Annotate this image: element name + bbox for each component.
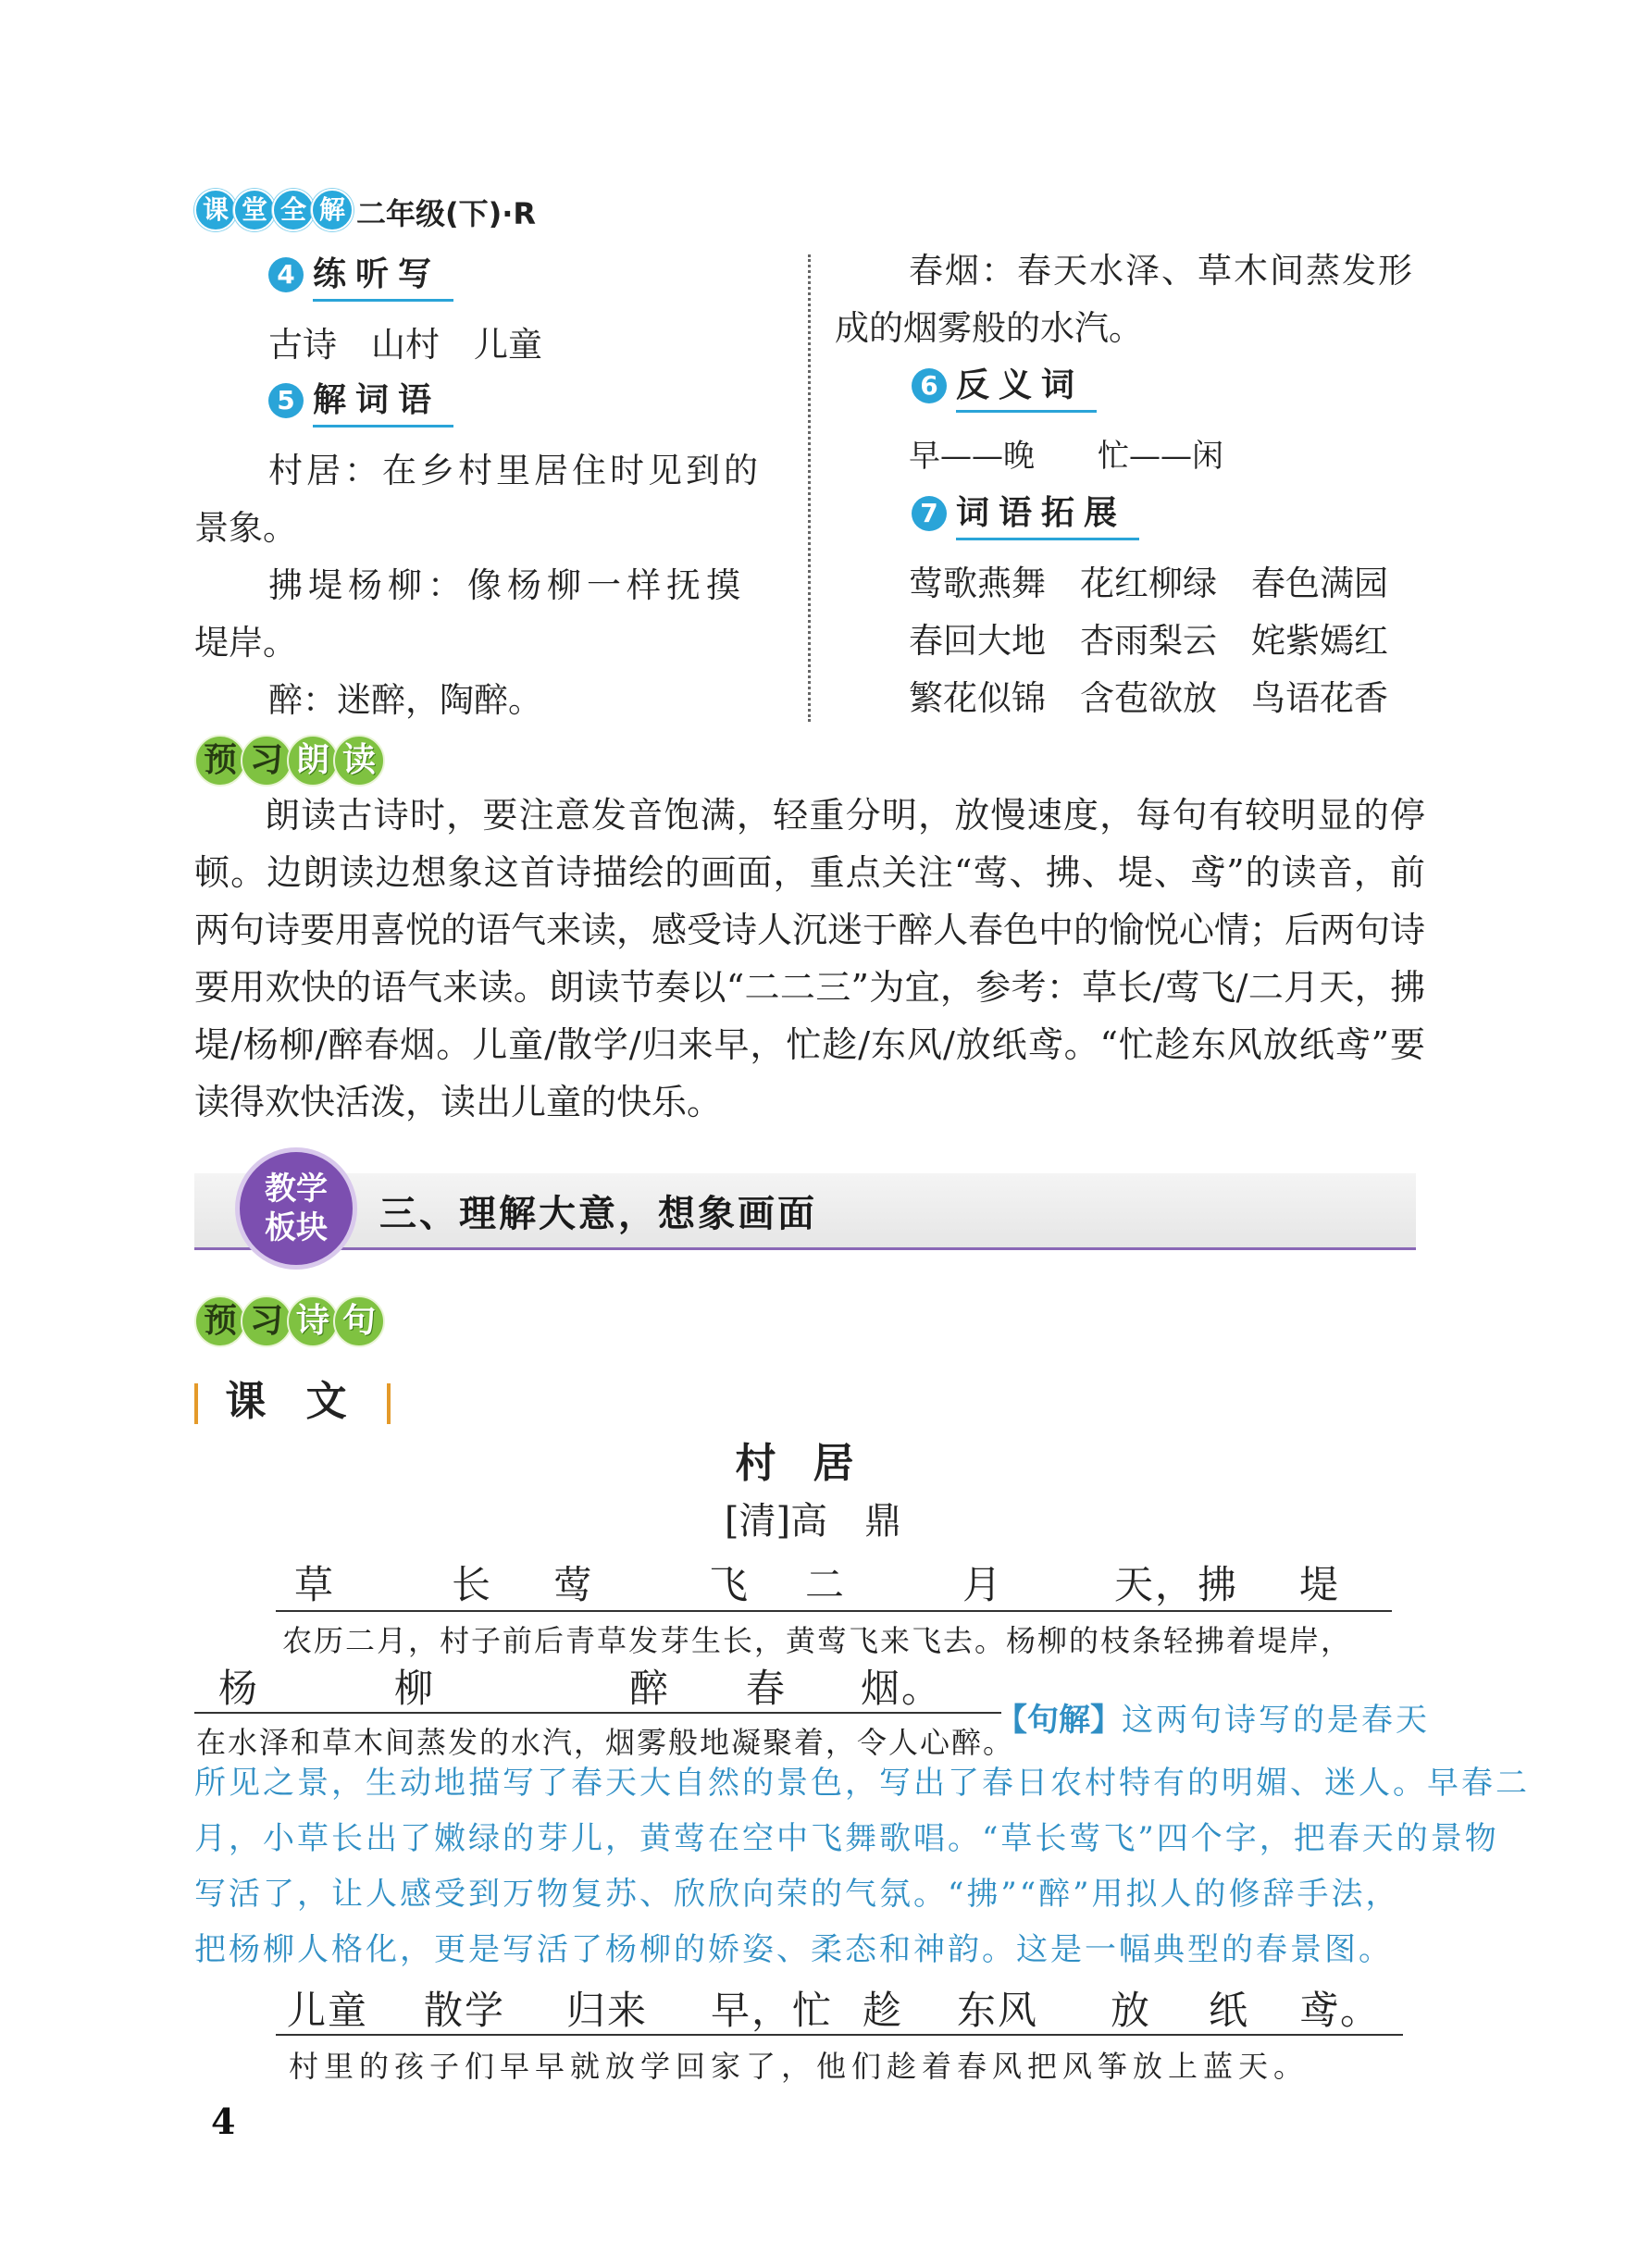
title-char: 预 — [194, 1295, 246, 1347]
grade-label: 二年级(下)·R — [356, 196, 537, 231]
expand-row: 春回大地 杏雨梨云 姹紫嫣红 — [909, 621, 1388, 661]
sentence-explain-first — [996, 1692, 1430, 1749]
poem-line-char: 纸 — [1209, 1988, 1250, 2033]
expand-row: 莺歌燕舞 花红柳绿 春色满园 — [909, 564, 1388, 603]
book-series-badge — [194, 189, 350, 231]
poem-line-char: 莺 — [553, 1562, 595, 1607]
sentence-explain-tag: 【句解】 — [996, 1702, 1122, 1739]
title-char: 诗 — [287, 1295, 339, 1347]
text-label — [194, 1368, 391, 1427]
section-head-listen-write — [268, 252, 453, 298]
teaching-block-banner — [194, 1147, 1416, 1270]
poem-line-char: 儿童 — [287, 1988, 369, 2033]
poem-line-char: 趁 — [863, 1988, 904, 2033]
section-number: 7 — [912, 496, 947, 531]
expand-row: 繁花似锦 含苞欲放 鸟语花香 — [909, 678, 1388, 718]
sentence-explain-line: 所见之景，生动地描写了春天大自然的景色，写出了春日农村特有的明媚、迷人。早春二 — [194, 1765, 1530, 1802]
badge-line: 板块 — [265, 1209, 328, 1246]
section-head-antonyms — [912, 363, 1097, 409]
poem-underline — [276, 1610, 1392, 1612]
poem-line-char: 东风 — [957, 1988, 1039, 2033]
title-char: 习 — [241, 1295, 292, 1347]
text-label-word: 课 文 — [225, 1378, 360, 1425]
poem-line-char: 二 — [805, 1562, 847, 1607]
poem-line-char: 放 — [1111, 1988, 1152, 2033]
preview-poem-title — [194, 1294, 379, 1349]
sentence-explain-line: 把杨柳人格化，更是写活了杨柳的娇姿、柔态和神韵。这是一幅典型的春景图。 — [194, 1931, 1393, 1968]
section-title: 词语拓展 — [956, 487, 1139, 540]
title-char: 句 — [333, 1295, 385, 1347]
translation-line-3: 村里的孩子们早早就放学回家了，他们趁着春风把风筝放上蓝天。 — [289, 2049, 1309, 2084]
poem-author: [清]高 鼎 — [724, 1500, 902, 1543]
poem-line-char: 杨 — [218, 1666, 260, 1711]
title-char: 预 — [194, 735, 246, 787]
poem-underline — [194, 1712, 1001, 1714]
dictation-words: 古诗 山村 儿童 — [268, 325, 542, 365]
translation-line-2: 在水泽和草木间蒸发的水汽，烟雾般地凝聚着，令人心醉。 — [196, 1725, 1015, 1760]
definition-futi: 拂堤杨柳：像杨柳一样抚摸 — [268, 565, 746, 605]
poem-line-char: 天， — [1114, 1562, 1197, 1607]
sentence-explain-line: 写活了，让人感受到万物复苏、欣欣向荣的气氛。“拂”“醉”用拟人的修辞手法， — [194, 1876, 1400, 1913]
definition-chunyan: 春烟：春天水泽、草木间蒸发形 — [909, 251, 1414, 291]
section-number: 4 — [268, 257, 304, 292]
poem-line-char: 拂 — [1198, 1562, 1239, 1607]
section-title: 反义词 — [956, 359, 1097, 413]
definition-zui: 醉：迷醉，陶醉。 — [268, 680, 542, 720]
poem-line-char: 长 — [452, 1562, 493, 1607]
section-head-word-expand — [912, 490, 1139, 537]
title-char: 朗 — [287, 735, 339, 787]
poem-line-char: 月 — [962, 1562, 1004, 1607]
poem-line-char: 醉 — [629, 1666, 671, 1711]
column-divider — [808, 254, 811, 722]
definition-chunyan-cont: 成的烟雾般的水汽。 — [835, 308, 1143, 348]
badge-char: 全 — [272, 189, 315, 231]
poem-line-char: 散学 — [424, 1988, 506, 2033]
title-char: 读 — [333, 735, 385, 787]
poem-line-char: 烟。 — [861, 1666, 943, 1711]
title-char: 习 — [241, 735, 292, 787]
block-title: 三、理解大意，想象画面 — [379, 1193, 817, 1235]
label-bar-left — [194, 1383, 198, 1424]
sentence-explain-text: 这两句诗写的是春天 — [1122, 1702, 1430, 1739]
definition-cunju: 村居：在乡村里居住时见到的 — [268, 451, 762, 490]
page-number: 4 — [211, 2101, 236, 2142]
poem-line-char: 春 — [746, 1666, 788, 1711]
poem-line-char: 归来 — [566, 1988, 649, 2033]
section-title: 解词语 — [313, 374, 453, 428]
poem-line-char: 草 — [294, 1562, 336, 1607]
definition-futi-cont: 堤岸。 — [194, 623, 297, 663]
label-bar-right — [387, 1383, 391, 1424]
poem-line-char: 堤 — [1299, 1562, 1341, 1607]
badge-char: 课 — [194, 189, 237, 231]
badge-char: 解 — [311, 189, 354, 231]
reading-guidance-paragraph: 朗读古诗时，要注意发音饱满，轻重分明，放慢速度，每句有较明显的停顿。边朗读边想象这首诗描绘的画面，重点关注“莺、拂、堤、鸢”的读音，前两句诗要用喜悦的语气来读，感受诗人沉迷于醉人春色中的愉悦心情；后两句诗要用欢快的语气来读。朗读节奏以“二二三”为宜，参考：草长/莺飞/二月天，拂堤/杨柳/醉春烟。儿童/散学/归来早，忙趁/东风/放纸鸢。“忙趁东风放纸鸢”要读得欢快活泼，读出儿童的快乐。 — [194, 795, 1426, 1122]
badge-char: 堂 — [233, 189, 276, 231]
poem-line-char: 飞 — [709, 1562, 751, 1607]
definition-cunju-cont: 景象。 — [194, 508, 297, 548]
section-head-word-explain — [268, 378, 453, 424]
teaching-block-badge — [235, 1147, 357, 1270]
sentence-explain-line: 月，小草长出了嫩绿的芽儿，黄莺在空中飞舞歌唱。“草长莺飞”四个字，把春天的景物 — [194, 1820, 1499, 1857]
poem-title: 村居 — [735, 1440, 891, 1487]
section-number: 6 — [912, 368, 947, 403]
antonym-pairs: 早——晚 忙——闲 — [909, 438, 1223, 475]
section-number: 5 — [268, 383, 304, 418]
preview-read-title — [194, 733, 379, 788]
translation-line-1: 农历二月，村子前后青草发芽生长，黄莺飞来飞去。杨柳的枝条轻拂着堤岸， — [282, 1623, 1353, 1658]
poem-line-char: 柳 — [394, 1666, 436, 1711]
badge-line: 教学 — [265, 1171, 328, 1208]
poem-line-char: 早，忙 — [711, 1988, 834, 2033]
section-title: 练听写 — [313, 248, 453, 302]
poem-underline — [276, 2034, 1403, 2036]
poem-line-char: 鸢。 — [1299, 1988, 1382, 2033]
